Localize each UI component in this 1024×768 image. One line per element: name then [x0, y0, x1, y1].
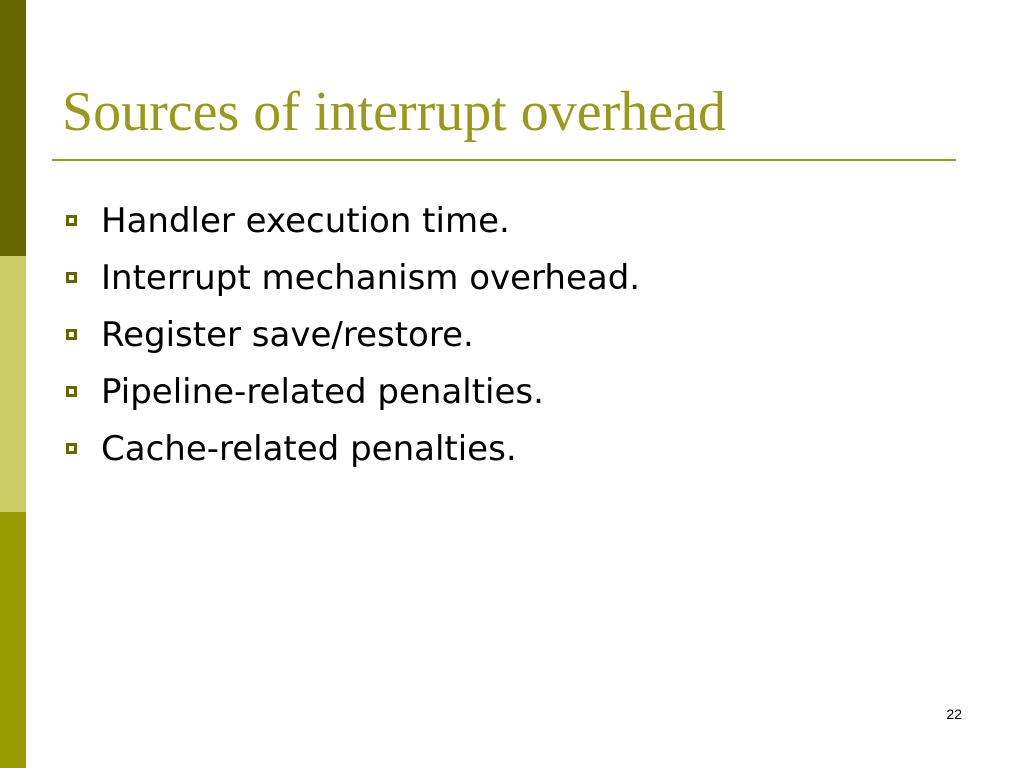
bullet-text: Cache-related penalties.	[101, 428, 517, 469]
bullet-text: Register save/restore.	[101, 314, 474, 355]
slide-title: Sources of interrupt overhead	[62, 81, 726, 143]
hollow-square-icon	[66, 329, 77, 340]
hollow-square-icon	[66, 272, 77, 283]
sidebar-band-middle	[0, 256, 26, 512]
bullet-item	[66, 420, 640, 477]
bullet-text: Interrupt mechanism overhead.	[101, 257, 641, 298]
sidebar-band-bottom	[0, 512, 26, 768]
sidebar-band-top	[0, 0, 26, 256]
hollow-square-icon	[66, 443, 77, 454]
hollow-square-icon	[66, 215, 77, 226]
bullet-item	[66, 249, 640, 306]
title-underline	[52, 159, 956, 161]
slide-number: 22	[946, 706, 962, 722]
bullet-item	[66, 306, 640, 363]
hollow-square-icon	[66, 386, 77, 397]
bullet-text: Pipeline-related penalties.	[101, 371, 544, 412]
bullet-list	[66, 192, 640, 477]
bullet-item	[66, 363, 640, 420]
bullet-item	[66, 192, 640, 249]
bullet-text: Handler execution time.	[101, 200, 510, 241]
